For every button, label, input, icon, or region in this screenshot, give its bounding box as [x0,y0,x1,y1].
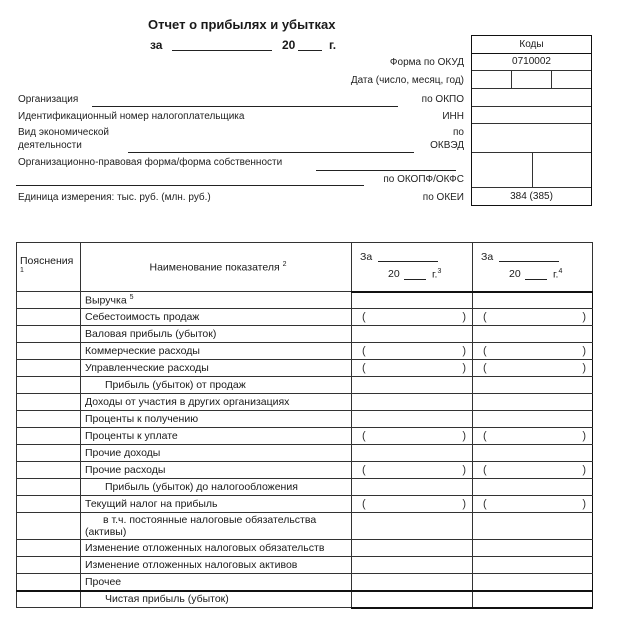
period-1-value[interactable] [352,574,473,591]
parenthesized-value: ( ) [483,498,586,510]
indicator-name: Изменение отложенных налоговых активов [81,557,352,574]
codes-box [471,35,592,206]
table-row [17,479,593,496]
period-prefix: за [150,38,163,52]
table-row [17,513,593,540]
indicator-name: Себестоимость продаж [81,309,352,326]
period-1-value[interactable] [352,479,473,496]
period-1-value[interactable] [352,292,473,309]
period-1-value[interactable] [352,445,473,462]
period-2-value[interactable] [473,574,593,591]
period-2-value[interactable] [473,309,593,326]
table-row [17,574,593,591]
period-1-value[interactable] [352,309,473,326]
notes-cell[interactable] [17,557,81,574]
period-1-input-line[interactable] [378,261,438,262]
date-divider-1 [511,71,512,89]
table-body [17,292,593,608]
indicator-name: Прибыль (убыток) от продаж [81,377,352,394]
table-row [17,428,593,445]
indicator-name: Валовая прибыль (убыток) [81,326,352,343]
indicator-name: Проценты к получению [81,411,352,428]
table-row [17,309,593,326]
period-2-value[interactable] [473,411,593,428]
indicator-name: в т.ч. постоянные налоговые обязательства (активы) [81,513,352,540]
indicator-name: Прочее [81,574,352,591]
period-1-value[interactable] [352,360,473,377]
period-1-value[interactable] [352,411,473,428]
table-row [17,343,593,360]
year-suffix: г. [329,38,337,52]
table-row [17,377,593,394]
period-2-input-line[interactable] [499,261,559,262]
period-2-value[interactable] [473,292,593,309]
indicator-name: Прочие доходы [81,445,352,462]
table-row [17,462,593,479]
indicator-name: Выручка $^5$ [81,292,352,309]
period-1-value[interactable] [352,394,473,411]
period-2-value[interactable] [473,496,593,513]
organization-input-line[interactable] [92,106,398,107]
parenthesized-value: ( ) [362,498,466,510]
date-code-cell[interactable] [472,71,591,89]
table-row [17,292,593,309]
indicator-name: Прочие расходы [81,462,352,479]
period-1-value[interactable] [352,496,473,513]
indicator-name: Чистая прибыль (убыток) [81,591,352,608]
notes-cell[interactable] [17,479,81,496]
period-1-value[interactable] [352,513,473,540]
period-2-value[interactable] [473,360,593,377]
parenthesized-value: ( ) [483,464,586,476]
parenthesized-value: ( ) [362,345,466,357]
parenthesized-value: ( ) [483,430,586,442]
notes-cell[interactable] [17,462,81,479]
okopf-label: по ОКОПФ/ОКФС [383,174,464,185]
profit-loss-table [16,242,593,609]
period-1-value[interactable] [352,591,473,608]
legal-form-input-line2[interactable] [16,185,364,186]
period-2-value[interactable] [473,479,593,496]
notes-cell[interactable] [17,292,81,309]
table-row [17,326,593,343]
okved-code[interactable] [472,124,591,153]
period-1-value[interactable] [352,343,473,360]
notes-cell[interactable] [17,394,81,411]
okei-code[interactable]: 384 (385) [510,191,553,202]
notes-cell[interactable] [17,360,81,377]
period-2-value[interactable] [473,377,593,394]
table-row [17,445,593,462]
unit-label: Единица измерения: тыс. руб. (млн. руб.) [18,192,211,203]
parenthesized-value: ( ) [362,430,466,442]
indicator-name: Доходы от участия в других организациях [81,394,352,411]
okpo-label: по ОКПО [421,94,464,105]
table-header-row [17,243,593,292]
parenthesized-value: ( ) [483,311,586,323]
inn-label: ИНН [442,111,464,122]
year-prefix: 20 [282,38,296,52]
table-row [17,540,593,557]
indicator-name: Изменение отложенных налоговых обязательств [81,540,352,557]
notes-cell[interactable] [17,309,81,326]
indicator-name: Коммерческие расходы [81,343,352,360]
okved-label-line1: по [453,127,464,138]
header-period-2: За 20 г.$^4$ [473,243,593,292]
okud-label: Форма по ОКУД [389,57,464,68]
okud-code[interactable]: 0710002 [472,54,591,71]
parenthesized-value: ( ) [483,362,586,374]
report-title: Отчет о прибылях и убытках [148,17,336,32]
period-1-value[interactable] [352,462,473,479]
notes-cell[interactable] [17,540,81,557]
legal-form-label: Организационно-правовая форма/форма собственности [18,157,283,168]
notes-cell[interactable] [17,574,81,591]
period-2-value[interactable] [473,591,593,608]
activity-label-line2: деятельности [18,140,82,151]
date-label: Дата (число, месяц, год) [350,75,464,86]
notes-cell[interactable] [17,445,81,462]
indicator-name: Текущий налог на прибыль [81,496,352,513]
notes-cell[interactable] [17,411,81,428]
notes-cell[interactable] [17,326,81,343]
period-2-value[interactable] [473,557,593,574]
period-1-value[interactable] [352,377,473,394]
notes-cell[interactable] [17,513,81,540]
period-2-value[interactable] [473,445,593,462]
period-2-value[interactable] [473,513,593,540]
parenthesized-value: ( ) [362,311,466,323]
notes-cell[interactable] [17,591,81,608]
header-notes: Пояснения $^1$ [17,243,81,292]
notes-cell[interactable] [17,377,81,394]
notes-cell[interactable] [17,496,81,513]
period-input-line[interactable] [172,50,272,51]
period-2-value[interactable] [473,462,593,479]
header-period-1: За 20 г.$^3$ [352,243,473,292]
notes-cell[interactable] [17,343,81,360]
period-1-value[interactable] [352,428,473,445]
period-2-value[interactable] [473,540,593,557]
period-1-value[interactable] [352,557,473,574]
table-row [17,496,593,513]
inn-code[interactable] [472,107,591,124]
date-divider-2 [551,71,552,89]
okved-label-line2: ОКВЭД [430,140,464,151]
okpo-code[interactable] [472,89,591,107]
indicator-name: Проценты к уплате [81,428,352,445]
inn-full-label: Идентификационный номер налогоплательщика [18,111,245,122]
table-row [17,411,593,428]
table-row [17,360,593,377]
notes-cell[interactable] [17,428,81,445]
activity-input-line[interactable] [128,152,414,153]
period-2-value[interactable] [473,326,593,343]
table-row [17,394,593,411]
organization-label: Организация [18,94,79,105]
codes-title: Коды [472,36,591,54]
indicator-name: Управленческие расходы [81,360,352,377]
header-indicator: Наименование показателя $^2$ [81,243,352,292]
okei-label: по ОКЕИ [422,192,464,203]
period-2-value[interactable] [473,428,593,445]
parenthesized-value: ( ) [483,345,586,357]
period-1-value[interactable] [352,540,473,557]
table-row [17,591,593,608]
period-2-year-line[interactable] [525,279,547,280]
okopf-divider [532,153,533,188]
indicator-name: Прибыль (убыток) до налогообложения [81,479,352,496]
period-1-value[interactable] [352,326,473,343]
parenthesized-value: ( ) [362,362,466,374]
year-input-line[interactable] [298,50,322,51]
period-2-value[interactable] [473,343,593,360]
table-row [17,557,593,574]
period-2-value[interactable] [473,394,593,411]
parenthesized-value: ( ) [362,464,466,476]
period-1-year-line[interactable] [404,279,426,280]
legal-form-input-line1[interactable] [316,170,456,171]
activity-label-line1: Вид экономической [18,127,109,138]
